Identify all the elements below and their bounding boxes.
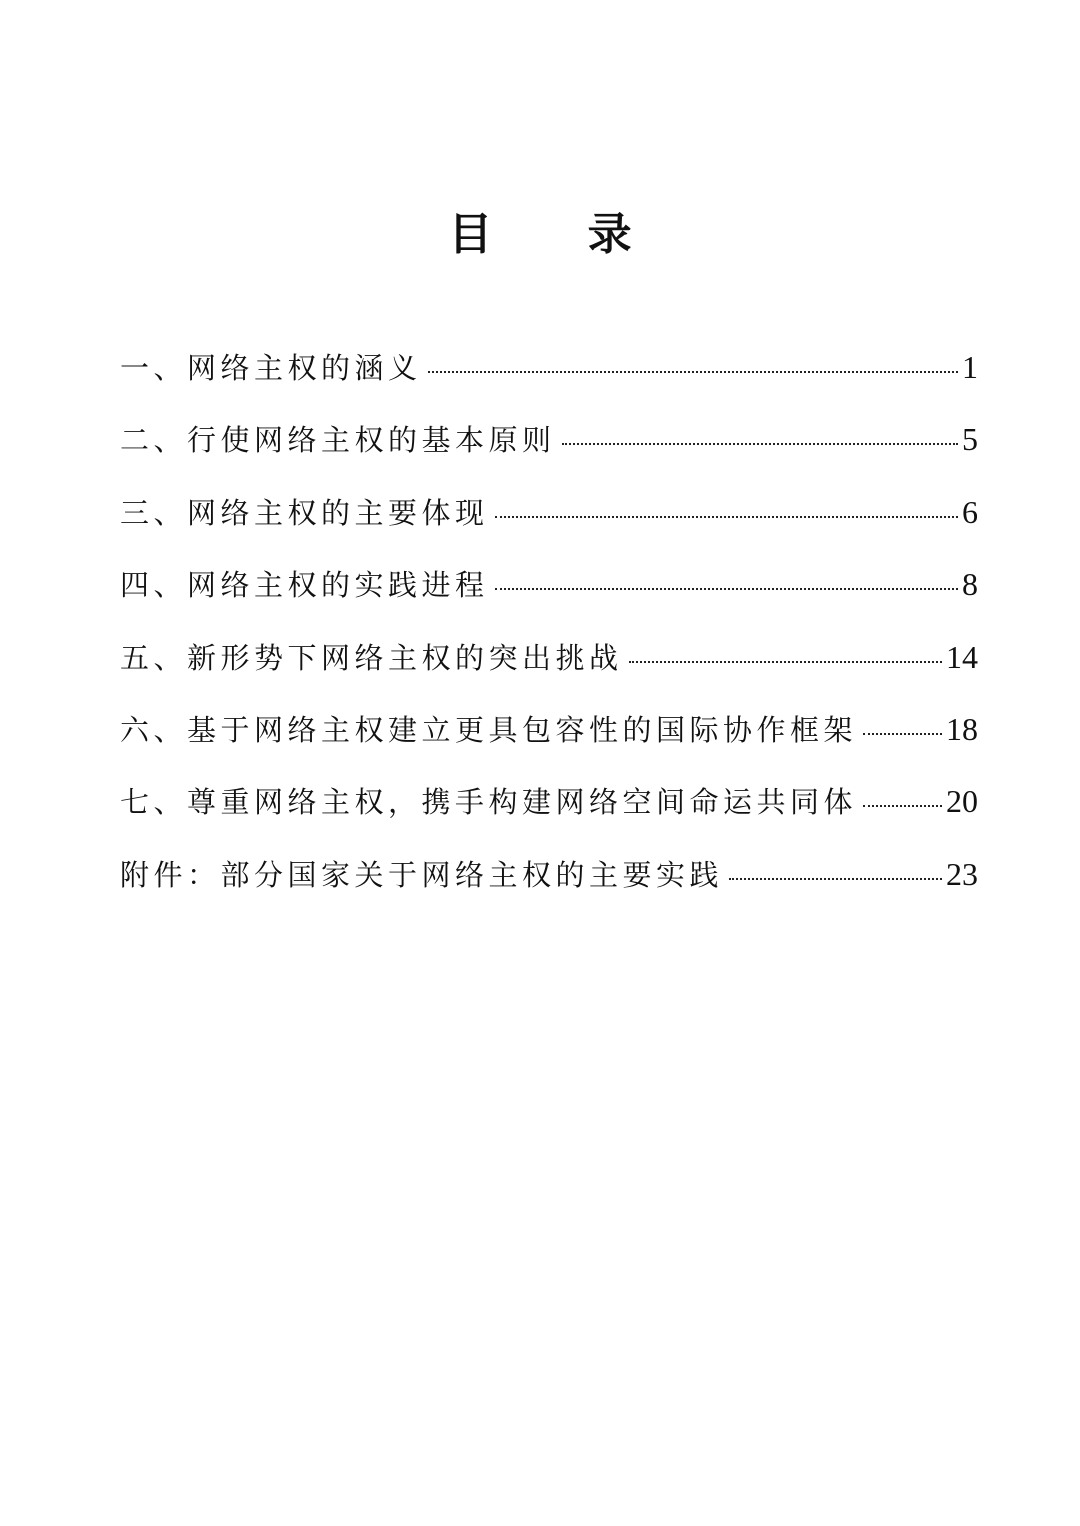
toc-page-number: 14 <box>946 638 978 675</box>
toc-entry-text: 七、尊重网络主权，携手构建网络空间命运共同体 <box>120 785 858 820</box>
toc-dot-leader <box>495 516 958 518</box>
toc-page-number: 18 <box>946 710 978 747</box>
toc-entry[interactable] <box>120 847 978 919</box>
toc-page-number: 1 <box>962 349 978 385</box>
toc-page-number: 6 <box>962 493 978 530</box>
toc-entry[interactable] <box>120 630 978 702</box>
toc-entry[interactable] <box>120 774 978 846</box>
toc-dot-leader <box>863 733 942 735</box>
toc-dot-leader <box>629 661 942 663</box>
toc-dot-leader <box>495 588 958 590</box>
toc-page-number: 8 <box>962 566 978 603</box>
toc-entry-text: 四、网络主权的实践进程 <box>120 568 489 603</box>
toc-entry[interactable] <box>120 557 978 629</box>
toc-entry[interactable] <box>120 412 978 484</box>
toc-entry-text: 六、基于网络主权建立更具包容性的国际协作框架 <box>120 712 858 747</box>
toc-entry-text: 附件：部分国家关于网络主权的主要实践 <box>120 857 724 892</box>
toc-entry[interactable] <box>120 485 978 557</box>
toc-entry[interactable] <box>120 340 978 412</box>
toc-page-number: 20 <box>946 783 978 820</box>
table-of-contents <box>120 340 978 919</box>
toc-dot-leader <box>562 443 958 445</box>
toc-dot-leader <box>729 878 942 880</box>
toc-entry-text: 二、行使网络主权的基本原则 <box>120 423 556 458</box>
toc-entry[interactable] <box>120 702 978 774</box>
toc-entry-text: 一、网络主权的涵义 <box>120 351 422 385</box>
toc-title: 目 录 <box>448 209 672 260</box>
toc-page-number: 23 <box>946 855 978 892</box>
toc-dot-leader <box>428 371 958 373</box>
toc-dot-leader <box>863 805 942 807</box>
toc-page-number: 5 <box>962 421 978 458</box>
toc-entry-text: 三、网络主权的主要体现 <box>120 495 489 530</box>
toc-entry-text: 五、新形势下网络主权的突出挑战 <box>120 640 623 675</box>
